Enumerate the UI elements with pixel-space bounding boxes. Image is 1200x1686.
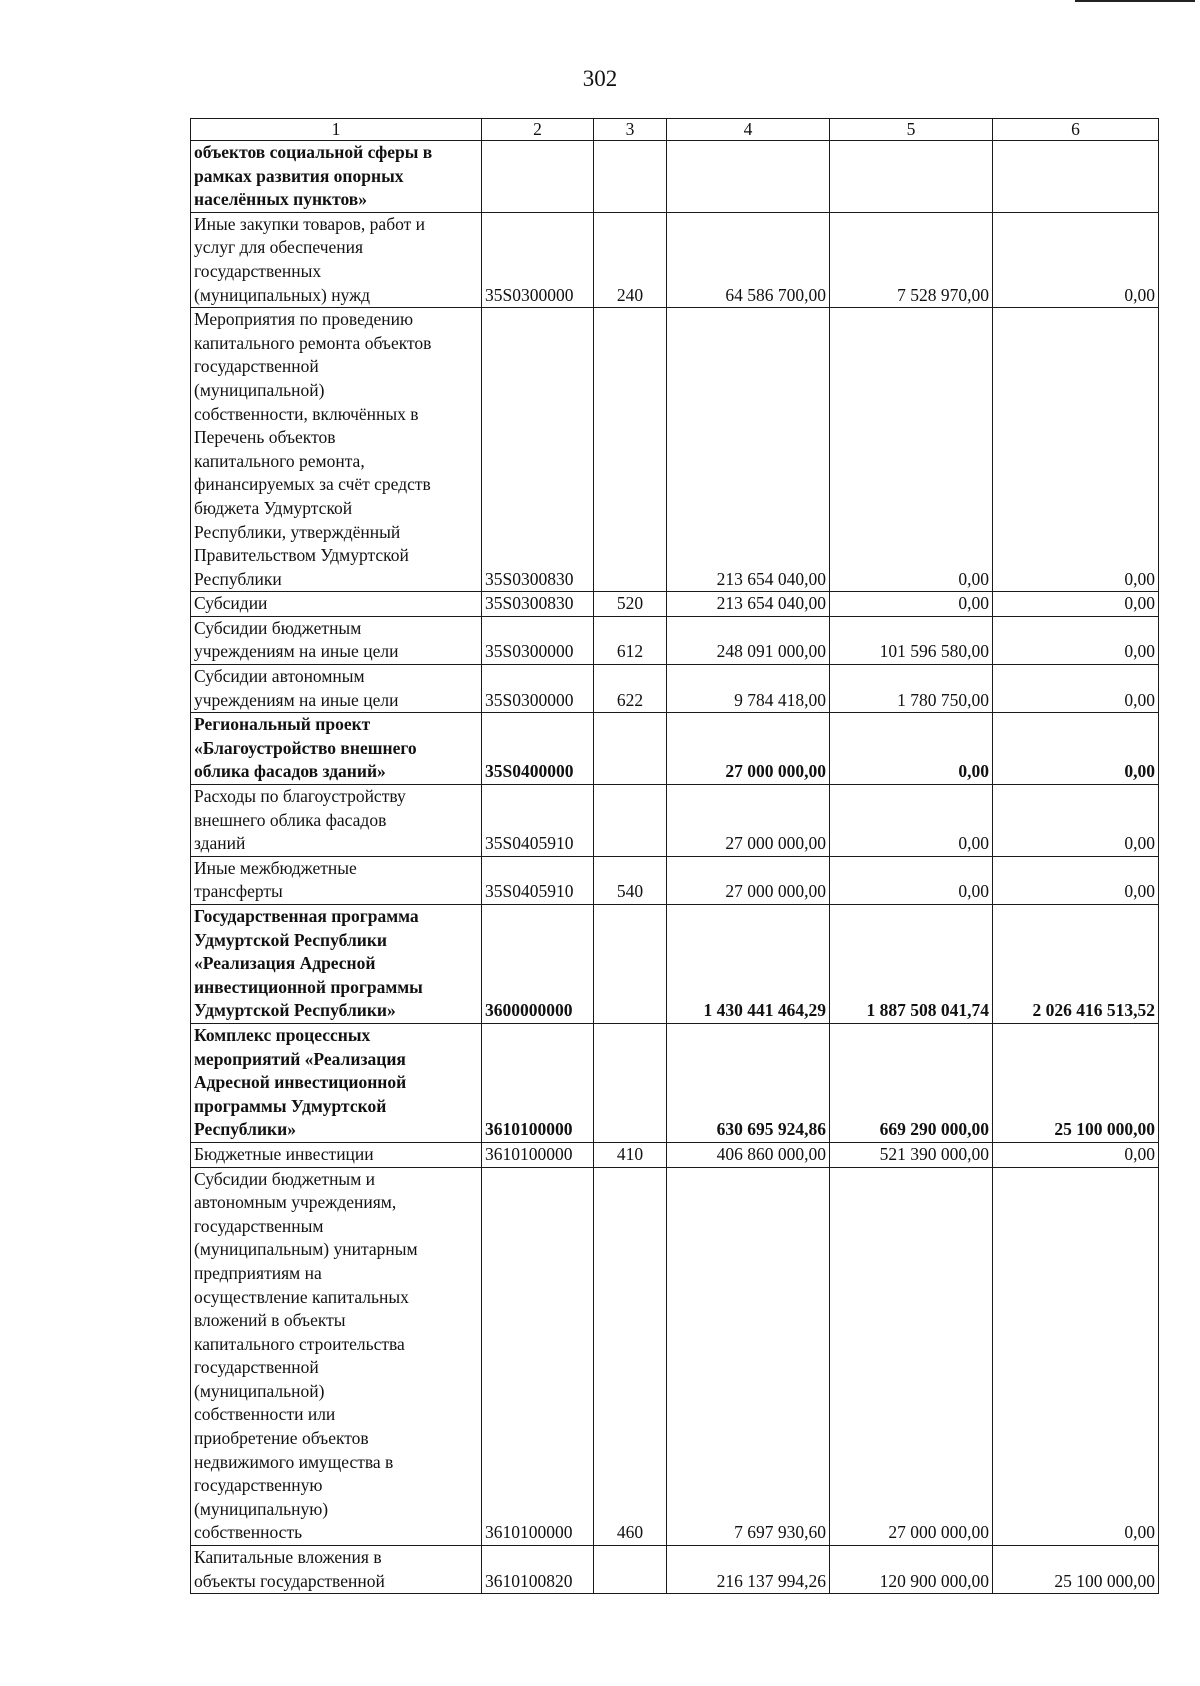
expense-type: 520 <box>594 592 667 617</box>
expense-type <box>594 141 667 213</box>
amount-col6 <box>993 141 1159 213</box>
table-row <box>191 1167 1159 1546</box>
amount-col4: 7 697 930,60 <box>667 1167 830 1546</box>
amount-col4 <box>667 141 830 213</box>
amount-col5: 101 596 580,00 <box>830 616 993 664</box>
expense-type <box>594 785 667 857</box>
amount-col6: 0,00 <box>993 1167 1159 1546</box>
table-row <box>191 141 1159 213</box>
row-name: Расходы по благоустройству внешнего облика фасадов зданий <box>191 785 482 857</box>
expense-type <box>594 308 667 592</box>
amount-col4: 27 000 000,00 <box>667 785 830 857</box>
table-row <box>191 308 1159 592</box>
amount-col5: 1 780 750,00 <box>830 665 993 713</box>
row-name: Субсидии бюджетным и автономным учреждениям, государственным (муниципальным) унитарным предприятиям на осуществление капитальных вложений в объекты капитального строительства государственной (муниципальной) собственности или приобретение объектов недвижимого имущества в государственную (муниципальную) собственность <box>191 1167 482 1546</box>
expense-type: 460 <box>594 1167 667 1546</box>
header-cell: 6 <box>993 119 1159 141</box>
amount-col4: 213 654 040,00 <box>667 592 830 617</box>
target-code <box>482 141 594 213</box>
amount-col6: 0,00 <box>993 212 1159 307</box>
row-name: Субсидии автономным учреждениям на иные цели <box>191 665 482 713</box>
row-name: Комплекс процессных мероприятий «Реализация Адресной инвестиционной программы Удмуртской Республики» <box>191 1023 482 1142</box>
amount-col6: 0,00 <box>993 856 1159 904</box>
amount-col4: 248 091 000,00 <box>667 616 830 664</box>
top-edge-line <box>1075 0 1195 2</box>
expense-type <box>594 1023 667 1142</box>
expense-type <box>594 713 667 785</box>
amount-col5: 0,00 <box>830 308 993 592</box>
target-code: 35S0400000 <box>482 713 594 785</box>
expense-type: 410 <box>594 1142 667 1167</box>
amount-col5 <box>830 141 993 213</box>
amount-col4: 27 000 000,00 <box>667 713 830 785</box>
table-row <box>191 665 1159 713</box>
target-code: 35S0405910 <box>482 856 594 904</box>
row-name: Капитальные вложения в объекты государственной <box>191 1546 482 1594</box>
target-code: 3600000000 <box>482 905 594 1024</box>
amount-col5: 7 528 970,00 <box>830 212 993 307</box>
expense-type <box>594 905 667 1024</box>
table-row <box>191 905 1159 1024</box>
amount-col4: 406 860 000,00 <box>667 1142 830 1167</box>
target-code: 35S0300830 <box>482 308 594 592</box>
amount-col5: 0,00 <box>830 856 993 904</box>
amount-col4: 9 784 418,00 <box>667 665 830 713</box>
amount-col5: 120 900 000,00 <box>830 1546 993 1594</box>
header-cell: 4 <box>667 119 830 141</box>
amount-col6: 25 100 000,00 <box>993 1546 1159 1594</box>
expense-type: 622 <box>594 665 667 713</box>
header-cell: 5 <box>830 119 993 141</box>
amount-col6: 25 100 000,00 <box>993 1023 1159 1142</box>
expense-type: 240 <box>594 212 667 307</box>
table-row <box>191 1142 1159 1167</box>
row-name: Субсидии <box>191 592 482 617</box>
amount-col6: 0,00 <box>993 785 1159 857</box>
amount-col4: 213 654 040,00 <box>667 308 830 592</box>
row-name: Мероприятия по проведению капитального ремонта объектов государственной (муниципальной) собственности, включённых в Перечень объектов капитального ремонта, финансируемых за счёт средств бюджета Удмуртской Республики, утверждённый Правительством Удмуртской Республики <box>191 308 482 592</box>
row-name: объектов социальной сферы в рамках развития опорных населённых пунктов» <box>191 141 482 213</box>
table-row <box>191 616 1159 664</box>
target-code: 35S0300000 <box>482 616 594 664</box>
amount-col6: 0,00 <box>993 592 1159 617</box>
amount-col6: 0,00 <box>993 308 1159 592</box>
target-code: 3610100000 <box>482 1023 594 1142</box>
amount-col4: 64 586 700,00 <box>667 212 830 307</box>
header-cell: 3 <box>594 119 667 141</box>
target-code: 35S0300830 <box>482 592 594 617</box>
expense-type: 612 <box>594 616 667 664</box>
amount-col5: 669 290 000,00 <box>830 1023 993 1142</box>
amount-col6: 2 026 416 513,52 <box>993 905 1159 1024</box>
amount-col6: 0,00 <box>993 616 1159 664</box>
header-cell: 2 <box>482 119 594 141</box>
target-code: 3610100000 <box>482 1142 594 1167</box>
page-number: 302 <box>582 66 618 91</box>
amount-col4: 630 695 924,86 <box>667 1023 830 1142</box>
row-name: Государственная программа Удмуртской Республики «Реализация Адресной инвестиционной программы Удмуртской Республики» <box>191 905 482 1024</box>
table-row <box>191 713 1159 785</box>
amount-col5: 27 000 000,00 <box>830 1167 993 1546</box>
table-row <box>191 592 1159 617</box>
table-row <box>191 212 1159 307</box>
expense-type: 540 <box>594 856 667 904</box>
target-code: 35S0300000 <box>482 665 594 713</box>
amount-col4: 216 137 994,26 <box>667 1546 830 1594</box>
amount-col5: 521 390 000,00 <box>830 1142 993 1167</box>
amount-col6: 0,00 <box>993 1142 1159 1167</box>
header-cell: 1 <box>191 119 482 141</box>
target-code: 3610100820 <box>482 1546 594 1594</box>
row-name: Иные межбюджетные трансферты <box>191 856 482 904</box>
expense-type <box>594 1546 667 1594</box>
target-code: 35S0405910 <box>482 785 594 857</box>
table-row <box>191 785 1159 857</box>
amount-col5: 1 887 508 041,74 <box>830 905 993 1024</box>
budget-table <box>190 118 1159 1594</box>
table-row <box>191 1546 1159 1594</box>
target-code: 35S0300000 <box>482 212 594 307</box>
amount-col4: 1 430 441 464,29 <box>667 905 830 1024</box>
row-name: Региональный проект «Благоустройство внешнего облика фасадов зданий» <box>191 713 482 785</box>
amount-col5: 0,00 <box>830 785 993 857</box>
amount-col5: 0,00 <box>830 713 993 785</box>
amount-col6: 0,00 <box>993 713 1159 785</box>
table-row <box>191 1023 1159 1142</box>
row-name: Субсидии бюджетным учреждениям на иные цели <box>191 616 482 664</box>
row-name: Иные закупки товаров, работ и услуг для обеспечения государственных (муниципальных) нужд <box>191 212 482 307</box>
row-name: Бюджетные инвестиции <box>191 1142 482 1167</box>
table-row <box>191 856 1159 904</box>
amount-col6: 0,00 <box>993 665 1159 713</box>
amount-col4: 27 000 000,00 <box>667 856 830 904</box>
header-row <box>191 119 1159 141</box>
amount-col5: 0,00 <box>830 592 993 617</box>
table-body <box>191 141 1159 1594</box>
target-code: 3610100000 <box>482 1167 594 1546</box>
